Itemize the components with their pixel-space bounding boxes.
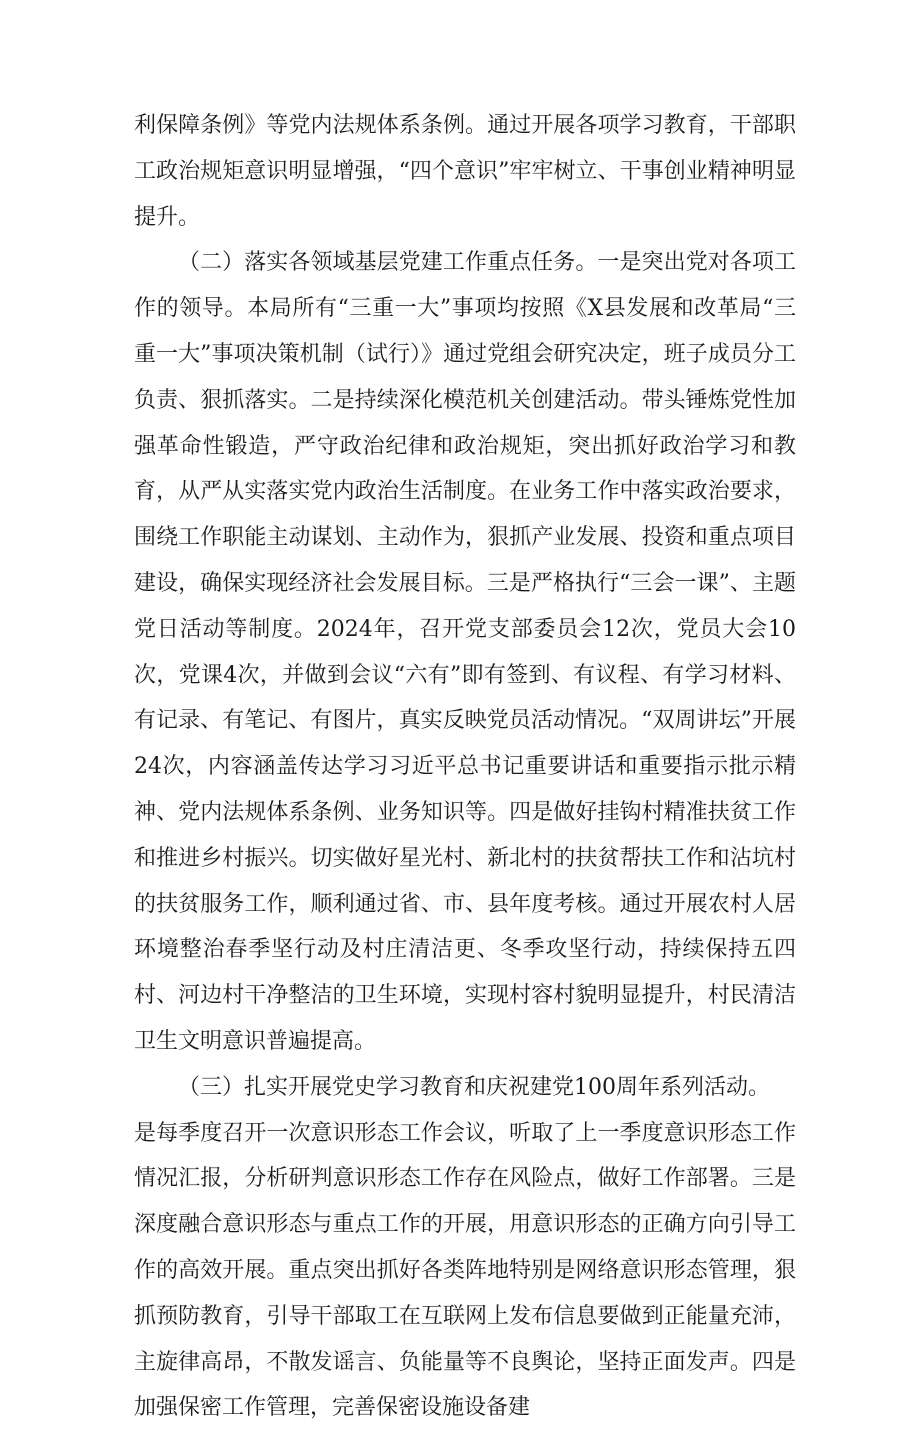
paragraph-ideology-work: 是每季度召开一次意识形态工作会议，听取了上一季度意识形态工作情况汇报，分析研判意识形态工作存在风险点，做好工作部署。三是深度融合意识形态与重点工作的开展，用意识形态的正确方向引导工作的高效开展。重点突出抓好各类阵地特别是网络意识形态管理，狠抓预防教育，引导干部取工在互联网上发布信息要做到正能量充沛，主旋律高昂，不散发谣言、负能量等不良舆论，坚持正面发声。四是加强保密工作管理，完善保密设施设备建 <box>134 1120 796 1421</box>
paragraph-section-three-heading: （三）扎实开展党史学习教育和庆祝建党100周年系列活动。 <box>178 1074 770 1100</box>
paragraph-section-two: （二）落实各领域基层党建工作重点任务。一是突出党对各项工作的领导。本局所有“三重一大”事项均按照《X县发展和改革局“三重一大”事项决策机制（试行）》通过党组会研究决定，班子成员分工负责、狠抓落实。二是持续深化模范机关创建活动。带头锤炼党性加强革命性锻造，严守政治纪律和政治规矩，突出抓好政治学习和教育，从严从实落实党内政治生活制度。在业务工作中落实政治要求，围绕工作职能主动谋划、主动作为，狠抓产业发展、投资和重点项目建设，确保实现经济社会发展目标。三是严格执行“三会一课”、主题党日活动等制度。2024年，召开党支部委员会12次，党员大会10次，党课4次，并做到会议“六有”即有签到、有议程、有学习材料、有记录、有笔记、有图片，真实反映党员活动情况。“双周讲坛”开展24次，内容涵盖传达学习习近平总书记重要讲话和重要指示批示精神、党内法规体系条例、业务知识等。四是做好挂钩村精准扶贫工作和推进乡村振兴。切实做好星光村、新北村的扶贫帮扶工作和沾坑村的扶贫服务工作，顺利通过省、市、县年度考核。通过开展农村人居环境整治春季坚行动及村庄清洁更、冬季攻坚行动，持续保持五四村、河边村干净整洁的卫生环境，实现村容村貌明显提升，村民清洁卫生文明意识普遍提高。 <box>134 250 796 1054</box>
paragraph-continuation: 利保障条例》等党内法规体系条例。通过开展各项学习教育，干部职工政治规矩意识明显增强，“四个意识”牢牢树立、干事创业精神明显提升。 <box>134 113 796 230</box>
body-text <box>134 103 796 1431</box>
